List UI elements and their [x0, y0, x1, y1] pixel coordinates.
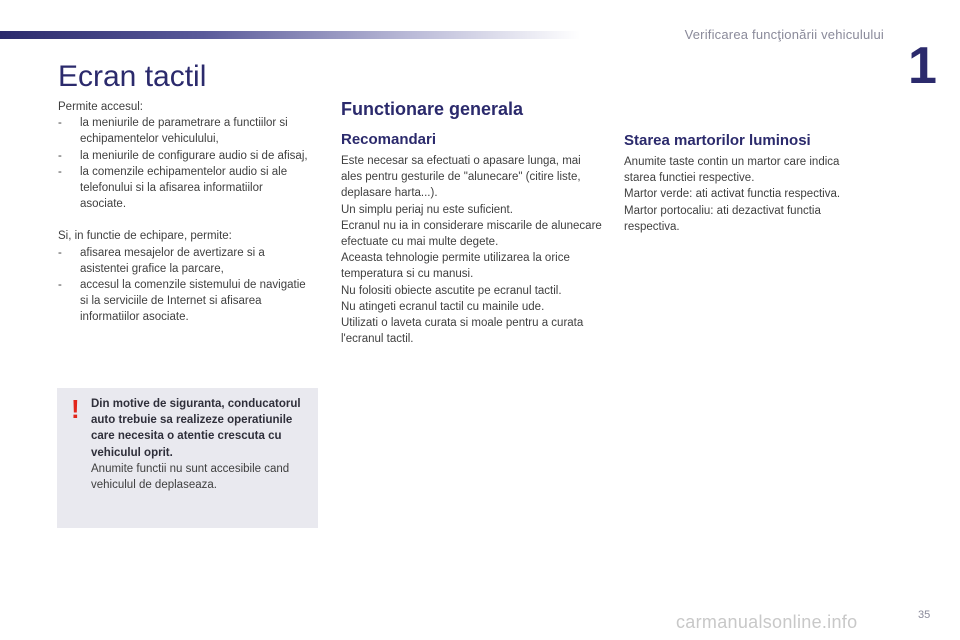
- general-heading: Functionare generala: [341, 99, 524, 119]
- list-item: - la comenzile echipamentelor audio si ale telefonului si la afisarea informatiilor asociate.: [58, 165, 288, 211]
- indicators-heading: Starea martorilor luminosi: [624, 132, 811, 149]
- recommend-line: Un simplu periaj nu este suficient.: [341, 203, 513, 216]
- indicators-line: Anumite taste contin un martor care indica starea functiei respective.: [624, 156, 840, 185]
- intro-list: [58, 115, 310, 212]
- header-gradient-bar: [0, 31, 580, 39]
- recommend-line: Nu atingeti ecranul tactil cu mainile ude.: [341, 300, 545, 313]
- section-title: Verificarea funcţionării vehiculului: [684, 27, 884, 42]
- intro-lead: Permite accesul:: [58, 101, 144, 113]
- indicators-column: [624, 154, 874, 235]
- list-item: - la meniurile de parametrare a functiilor si echipamentelor vehiculului,: [58, 117, 288, 146]
- recommend-line: Ecranul nu ia in considerare miscarile de alunecare efectuate cu mai multe degete.: [341, 219, 602, 249]
- recommend-line: Este necesar sa efectuati o apasare lunga, mai ales pentru gesturile de "alunecare" (citire liste, deplasare harta...).: [341, 155, 581, 200]
- recommend-line: Aceasta tehnologie permite utilizarea la orice temperatura si cu manusi.: [341, 252, 570, 281]
- watermark: carmanualsonline.info: [676, 612, 858, 632]
- page-number: 35: [918, 609, 931, 621]
- recommend-heading: Recomandari: [341, 131, 437, 148]
- indicators-line: Martor verde: ati activat functia respectiva.: [624, 188, 841, 201]
- intro-column: [58, 99, 310, 326]
- warning-icon: !: [71, 394, 80, 424]
- warning-text: [91, 396, 311, 493]
- recommend-line: Utilizati o laveta curata si moale pentru a curata l'ecranul tactil.: [341, 317, 584, 346]
- list-item: - accesul la comenzile sistemului de navigatie si la serviciile de Internet si afisarea informatiilor asociate.: [58, 279, 306, 324]
- chapter-number: 1: [908, 37, 937, 95]
- warning-note: Anumite functii nu sunt accesibile cand vehiculul de deplaseaza.: [91, 462, 290, 492]
- indicators-line: Martor portocaliu: ati dezactivat functia respectiva.: [624, 204, 821, 233]
- warning-box: [57, 388, 318, 528]
- intro-list-2: [58, 245, 310, 326]
- page-title: Ecran tactil: [58, 60, 207, 93]
- intro-lead-2: Si, in functie de echipare, permite:: [58, 230, 232, 243]
- recommend-line: Nu folositi obiecte ascutite pe ecranul tactil.: [341, 284, 562, 297]
- warning-bold-text: Din motive de siguranta, conducatorul auto trebuie sa realizeze operatiunile care necesita o atentie crescuta cu vehiculul oprit.: [91, 398, 301, 459]
- list-item: - afisarea mesajelor de avertizare si a asistentei grafice la parcare,: [58, 246, 265, 275]
- recommend-column: [341, 153, 603, 347]
- list-item: - la meniurile de configurare audio si de afisaj,: [58, 149, 308, 162]
